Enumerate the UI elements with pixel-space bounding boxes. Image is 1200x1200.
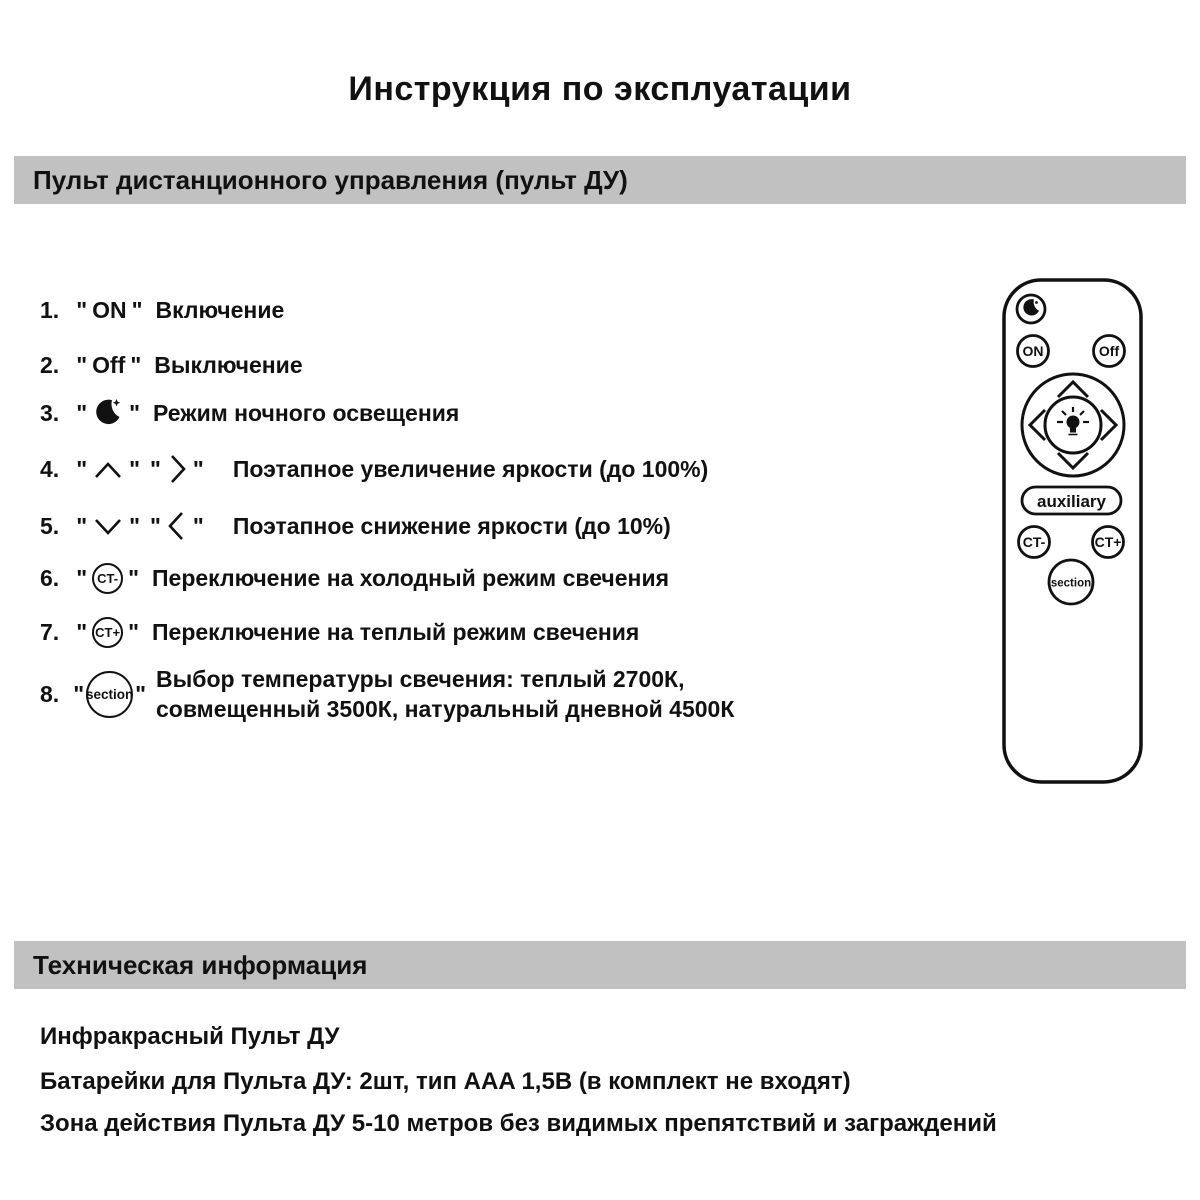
- quote-mark: ": [131, 296, 143, 323]
- svg-text:CT-: CT-: [1022, 534, 1046, 550]
- list-item-night-mode: [40, 395, 459, 431]
- ct-plus-badge: CT+: [92, 617, 123, 648]
- list-item-off: [40, 347, 303, 383]
- quote-mark: ": [76, 618, 88, 645]
- tech-info-line-range: Зона действия Пульта ДУ 5-10 метров без видимых препятствий и заграждений: [40, 1110, 997, 1137]
- item-description: Режим ночного освещения: [153, 399, 460, 426]
- quote-mark: ": [128, 618, 139, 645]
- quote-mark: ": [76, 512, 88, 539]
- list-item-on: [40, 292, 284, 328]
- item-number: 8.: [40, 680, 60, 707]
- quote-mark: ": [129, 512, 140, 539]
- chevron-up-icon: [92, 456, 124, 483]
- section-header-tech-label: Техническая информация: [33, 949, 368, 980]
- item-description: Выключение: [154, 351, 303, 378]
- svg-text:CT+: CT+: [1094, 534, 1122, 550]
- item-number: 5.: [40, 512, 60, 539]
- item-description: Поэтапное увеличение яркости (до 100%): [232, 455, 709, 482]
- quote-mark: ": [76, 564, 88, 591]
- svg-text:ON: ON: [1022, 343, 1044, 359]
- list-item-section: [40, 664, 734, 724]
- moon-icon: [92, 397, 124, 429]
- on-button-label: ON: [92, 296, 127, 323]
- quote-mark: ": [76, 351, 88, 378]
- section-header-remote: [14, 156, 1186, 204]
- quote-mark: ": [130, 351, 142, 378]
- quote-mark: ": [129, 399, 140, 426]
- section-badge: section: [86, 671, 133, 718]
- item-number: 3.: [40, 399, 60, 426]
- list-item-brightness-up: [40, 451, 708, 487]
- off-button-label: Off: [92, 351, 126, 378]
- item-number: 4.: [40, 455, 60, 482]
- list-item-ct-plus: [40, 614, 639, 650]
- quote-mark: ": [192, 512, 204, 539]
- quote-mark: ": [192, 455, 204, 482]
- chevron-left-icon: [166, 509, 188, 543]
- list-item-brightness-down: [40, 508, 671, 544]
- quote-mark: ": [76, 296, 88, 323]
- quote-mark: ": [73, 680, 85, 707]
- remote-control-illustration: [1002, 278, 1143, 789]
- list-item-ct-minus: [40, 560, 669, 596]
- item-description: Поэтапное снижение яркости (до 10%): [232, 512, 671, 539]
- section-header-remote-label: Пульт дистанционного управления (пульт ДУ): [33, 164, 628, 195]
- star-dot: [1035, 301, 1038, 304]
- quote-mark: ": [129, 455, 140, 482]
- chevron-down-icon: [92, 513, 124, 540]
- item-number: 6.: [40, 564, 60, 591]
- item-number: 1.: [40, 296, 60, 323]
- item-number: 2.: [40, 351, 60, 378]
- quote-mark: ": [150, 455, 161, 482]
- item-description: Переключение на холодный режим свечения: [152, 564, 670, 591]
- item-description: Включение: [155, 296, 285, 323]
- item-description: [156, 664, 734, 724]
- ct-minus-badge: CT-: [92, 563, 123, 594]
- item-number: 7.: [40, 618, 60, 645]
- chevron-right-icon: [166, 452, 188, 486]
- section-header-tech: [14, 941, 1186, 989]
- quote-mark: ": [150, 512, 161, 539]
- tech-info-line-ir: Инфракрасный Пульт ДУ: [40, 1023, 340, 1050]
- quote-mark: ": [76, 455, 88, 482]
- svg-text:section: section: [1050, 577, 1092, 590]
- item-description-line1: Выбор температуры свечения: теплый 2700К,: [156, 666, 685, 692]
- page-title: Инструкция по эксплуатации: [348, 70, 852, 108]
- svg-text:auxiliary: auxiliary: [1037, 492, 1106, 511]
- quote-mark: ": [135, 680, 146, 707]
- tech-info-line-batteries: Батарейки для Пульта ДУ: 2шт, тип AAA 1,5В (в комплект не входят): [40, 1068, 851, 1095]
- svg-text:Off: Off: [1098, 343, 1120, 359]
- quote-mark: ": [76, 399, 88, 426]
- item-description-line2: совмещенный 3500К, натуральный дневной 4500К: [156, 696, 735, 722]
- quote-mark: ": [128, 564, 139, 591]
- item-description: Переключение на теплый режим свечения: [152, 618, 640, 645]
